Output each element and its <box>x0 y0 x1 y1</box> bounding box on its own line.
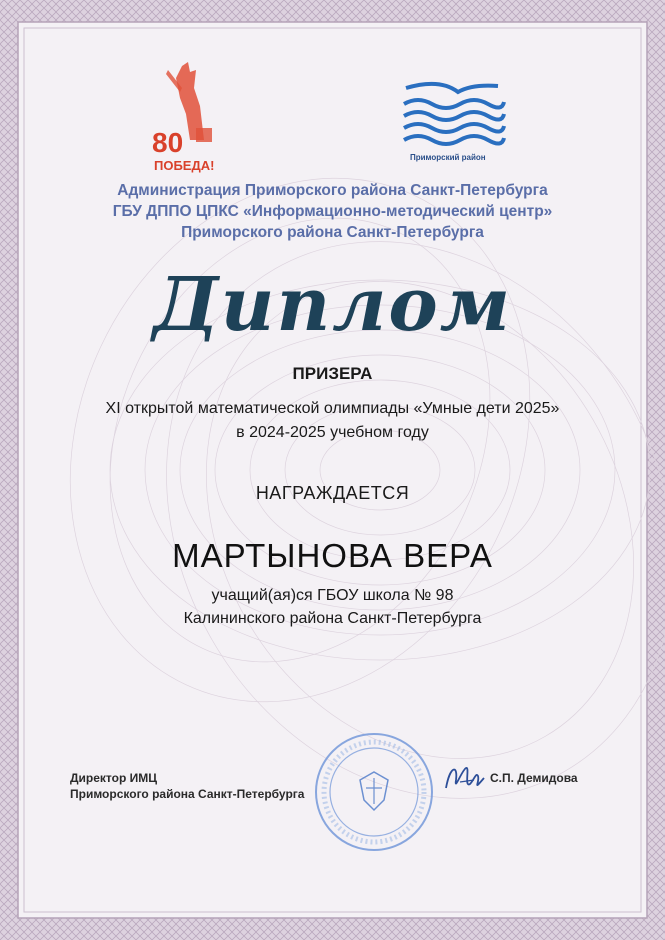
header-line-2: ГБУ ДППО ЦПКС «Информационно-методический центр» <box>112 203 553 220</box>
recipient-name: МАРТЫНОВА ВЕРА <box>172 537 493 574</box>
recipient-school: учащий(ая)ся ГБОУ школа № 98 <box>211 587 454 604</box>
victory-80-logo <box>140 58 240 183</box>
victory-text: ПОБЕДА! <box>154 158 215 173</box>
victory-number: 80 <box>152 127 184 158</box>
signer-position-line-1: Директор ИМЦ <box>70 771 158 785</box>
signer-position-line-2: Приморского района Санкт-Петербурга <box>70 787 305 801</box>
header-line-1: Администрация Приморского района Санкт-Петербурга <box>117 182 548 199</box>
diploma-subtitle: ПРИЗЕРА <box>292 364 373 383</box>
signer-name: С.П. Демидова <box>490 771 578 785</box>
diploma-title: Диплом <box>152 262 513 348</box>
district-caption: Приморский район <box>410 153 486 162</box>
awarded-label: НАГРАЖДАЕТСЯ <box>255 483 410 503</box>
event-line-1: XI открытой математической олимпиады «Умные дети 2025» <box>105 400 560 417</box>
event-line-2: в 2024-2025 учебном году <box>236 424 429 441</box>
handwritten-signature <box>440 758 492 798</box>
header-line-3: Приморского района Санкт-Петербурга <box>181 224 484 241</box>
official-stamp <box>310 728 438 856</box>
district-wave-logo <box>400 78 510 166</box>
recipient-district: Калининского района Санкт-Петербурга <box>183 610 482 627</box>
